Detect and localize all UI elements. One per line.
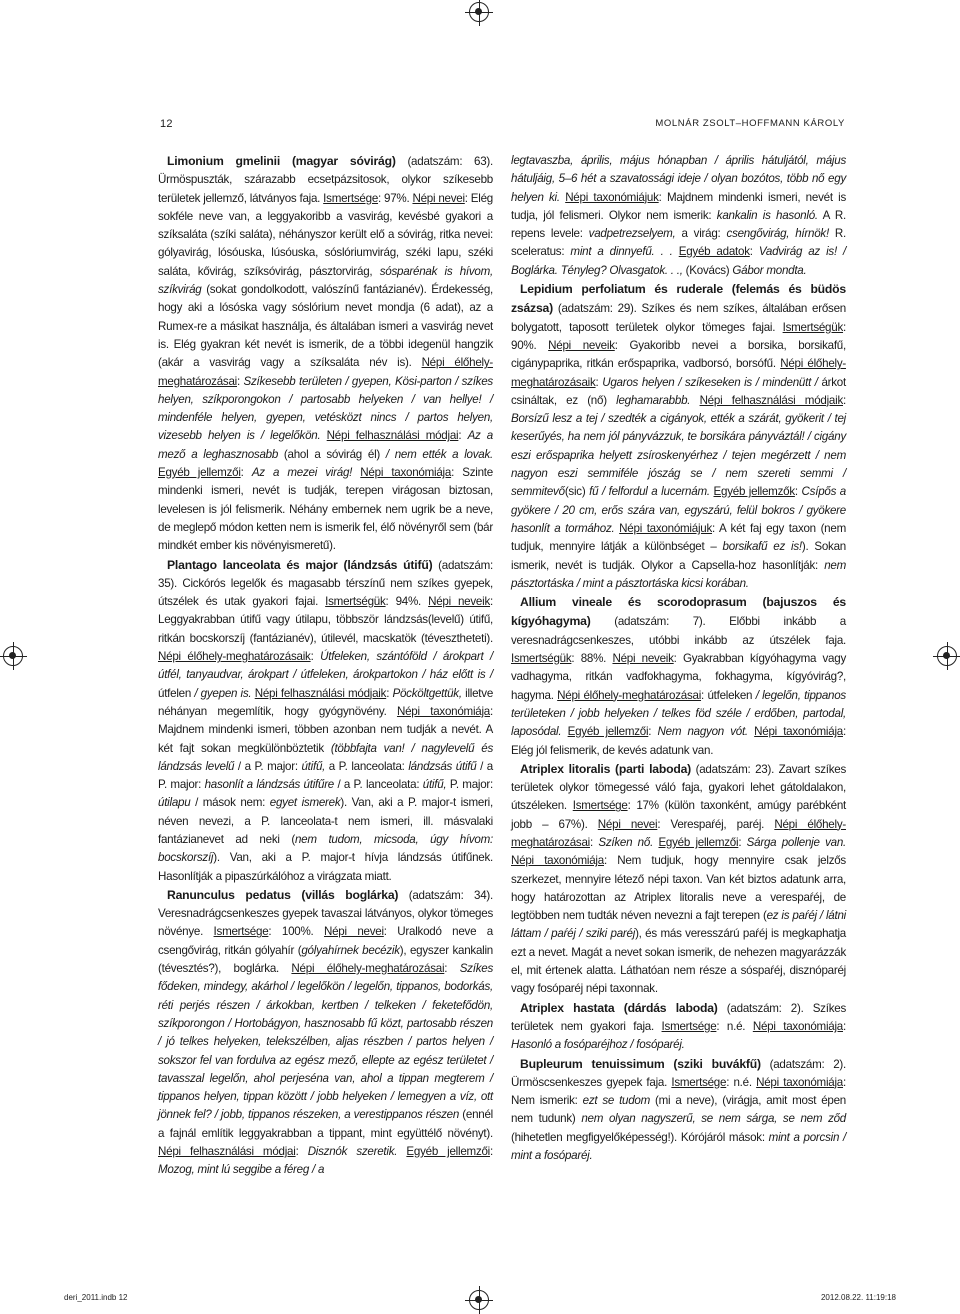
- text: :: [749, 245, 759, 259]
- quote: Az a mező a leghasznosabb: [158, 429, 493, 461]
- species-heading: Bupleurum tenuissimum (sziki buvákfű): [520, 1056, 761, 1071]
- label-ismertseguk: Ismertségük: [511, 652, 572, 666]
- text: :: [843, 1019, 846, 1033]
- text: : Elég sokféle neve van, a leggyakoribb a vasvirág, kevésbé gyakori a szíksaláta (szíki saláta), néhányszor került elő a sóvirág, ritka nevei: gólyavirág, lósóuska, lúsóuska, sóslóriumvirág, széki lapu, széki saláta, kővirág, szíksóvirág, pásztorvirág,: [158, 191, 493, 278]
- text: ), és más veresszárú paŕéj is megkaphatja ezt a nevet. Magát a nevet sokan ismerik, de nehezen magyarázzák el, mit értenek alatta. Láthatóan nem része a sóspaŕéj, disznóparéj vagy fosóparéj népi taxonnak.: [511, 927, 847, 996]
- label-taxonomia: Népi taxonómiájuk: [565, 190, 659, 204]
- quote: / legelőn, tippanos területeken / jobb helyeken / telkes föd széle / erdőben, partodal, laposódal.: [511, 688, 846, 739]
- text: : n.é.: [726, 1075, 757, 1089]
- text: :: [648, 725, 658, 739]
- text: (adatszám: 23). Zavart szíkes területek olykor tömegessé váló faja, gyakori lehet gátoldalakon, útszéleken.: [511, 762, 846, 813]
- label-felhasznalas: Népi felhasználási módjaik: [254, 686, 387, 700]
- text: árkot csináltak, ez (nő): [511, 375, 846, 407]
- text: : Elég jól felismerik, de kevés adatunk van.: [511, 725, 846, 757]
- left-column: [158, 152, 493, 1180]
- text: ). Sokan ismerik, nevét is tudják. Olykor a Capsella-hoz hasonlítják:: [511, 540, 847, 572]
- label-elohely: Népi élőhely-meghatározásaik: [158, 650, 311, 664]
- label-taxonomia: Népi taxonómiája: [754, 725, 843, 739]
- text: :: [738, 835, 747, 849]
- text: ). Van, aki a P. major-t hívja lándzsás útifűnek. Hasonlítják a pipaszúrkálóhoz a virágzata miatt.: [158, 851, 493, 883]
- text: : 97%.: [378, 191, 413, 205]
- species-heading: Atriplex litoralis (parti laboda): [520, 761, 692, 776]
- quote: nem tudom, micsoda, úgy hívom: bocskorszíj: [158, 832, 493, 865]
- text: : 90%.: [511, 320, 846, 352]
- print-slug: [64, 1293, 896, 1307]
- quote: Csípős a gyökere / 20 cm, erős szára van, egyszárú, felül bokros / gyökere hasonlít a tormához.: [511, 485, 847, 535]
- entry-ranunculus-continued: [511, 152, 846, 280]
- text: (adatszám: 63). Ürmöspuszták, szárazabb ecsetpázsitosok, olykor szíkesebb területek jellemző, látványos faja.: [158, 155, 493, 205]
- label-ismertsege: Ismertsége: [213, 925, 269, 939]
- species-heading: Ranunculus pedatus (villás boglárka): [167, 887, 399, 902]
- entry-limonium: [158, 152, 493, 556]
- quote: Vadvirág az is! / Boglárka. Tényleg? Olvasgatok. . .,: [511, 245, 846, 277]
- text: : Leggyakrabban útifű vagy útilapu, többször lándzsás(levelű) útifű, ritkán bocskorszíj (fantázianév), útilevél, macskatök (tévesztheteti).: [158, 595, 493, 645]
- text: : Majdnem mindenki ismeri, nevét is tudja, jól felismeri. Olykor nem ismerik:: [511, 190, 846, 222]
- label-taxonomia: Népi taxonómiája: [396, 704, 490, 718]
- text: : Gyakrabban kígyóhagyma vagy vadhagyma, ritkán vadfokhagyma, fokhagyma, kígyóvirág?, hagyma.: [511, 652, 846, 702]
- label-nepi-nevei: Népi nevei: [597, 817, 658, 831]
- text: / mások nem:: [190, 796, 270, 810]
- right-column: [511, 152, 846, 1165]
- label-taxonomia: Népi taxonómiájuk: [619, 521, 713, 535]
- text: :: [386, 686, 393, 700]
- text: : Szinte mindenki ismeri, nevét is tudják, terepen virágosan biztosan, levelesen is jól felismerik. Néhány embernek nem ugrik be a neve, de meglepő módon ketten nem is ismerik fel, élő növényről sem (bár mindkét ember kis növényismeretű).: [158, 466, 493, 553]
- running-header: [160, 118, 845, 134]
- text: ). Van, aki a P. major-t ismeri, néven nevezi, a P. lanceolata-t nem ismeri, ill. másvalaki fantázianevet ad neki (: [158, 796, 493, 846]
- text: (adatszám: 29). Szíkes és nem szíkes, általában erősen bolygatott, taposott területek olykor tömeges fajai.: [511, 302, 846, 334]
- quote: borsikafű ez is!: [722, 540, 802, 554]
- text: : Gyakoribb nevei a borsika, borsikafű, cigánypaprika, ritkán erőspaprika, vadborsó, borsófű.: [511, 338, 846, 371]
- quote: nem pásztortáska / mint a pásztortáska kicsi korában.: [511, 558, 846, 590]
- text: :: [595, 375, 603, 389]
- text: (Kovács): [682, 263, 733, 277]
- registration-mark-top: [469, 2, 489, 22]
- label-ismertsege: Ismertsége: [572, 799, 628, 813]
- text: R. sceleratus:: [511, 227, 846, 259]
- text: P. major:: [446, 778, 493, 792]
- text: útfelen: [158, 686, 195, 700]
- text: : Verespaŕéj, paréj.: [657, 817, 775, 831]
- quote: leghamarabbb.: [616, 393, 691, 407]
- quote: sósparénak is hívom, szíkvirág: [158, 264, 494, 297]
- label-felhasznalas: Népi felhasználási módjai: [326, 429, 459, 443]
- quote: fű / felfordul a lucernám.: [589, 485, 710, 499]
- quote: mint a porcsin / mint a fosóparéj.: [511, 1130, 846, 1163]
- label-egyeb: Egyéb jellemzők: [713, 485, 795, 499]
- entry-lepidium: [511, 280, 846, 593]
- text: :: [444, 962, 460, 976]
- text: a virág:: [675, 227, 727, 241]
- label-elohely: Népi élőhely-meghatározásai: [557, 688, 702, 702]
- entry-atriplex-litoralis: [511, 760, 846, 999]
- text: :: [590, 835, 599, 849]
- label-elohely: Népi élőhely-meghatározásai: [511, 817, 846, 849]
- label-ismertsege: Ismertsége: [671, 1075, 727, 1089]
- species-heading: Allium vineale és scorodoprasum (bajuszos és kígyóhagyma): [511, 595, 846, 629]
- quote: Nem nagyon vót.: [657, 725, 748, 739]
- text: :: [490, 1145, 493, 1159]
- entry-bupleurum: [511, 1055, 846, 1166]
- label-taxonomia: Népi taxonómiája: [752, 1019, 843, 1033]
- text: ), egyszer kankalin (tévesztés?), boglárka.: [158, 943, 493, 976]
- quote: útifű,: [422, 778, 447, 792]
- entry-plantago: [158, 556, 493, 886]
- label-ismertsege: Ismertsége: [323, 191, 379, 205]
- entry-atriplex-hastata: [511, 999, 846, 1055]
- quote: vadpetrezselyem,: [588, 227, 676, 241]
- quote: Hasonló a fosóparéjhoz / fosóparéj.: [511, 1038, 685, 1052]
- text: : n.é.: [716, 1019, 753, 1033]
- text: a P. lanceolata:: [325, 759, 409, 773]
- label-felhasznalas: Népi felhasználási módjai: [158, 1145, 296, 1159]
- quote: Borsízű lesz a tej / szedték a cigányok, ették a szárát, gyökerit / tej keserűyés, ha nem jól pányvázzuk, te borsikára pányváztál! / cigány eszi erőspaprika helyett zsíroskenyérhez / tejen megérzett / nem nagyon eszi semmiféle jószág se / nem szereti semmi / semmitevő: [511, 412, 846, 499]
- quote: Mozog, mint lú seggibe a féreg / a: [158, 1163, 325, 1177]
- label-nepi-nevei: Népi nevei: [412, 191, 465, 205]
- label-nepi-nevei: Népi nevei: [323, 925, 384, 939]
- label-egyeb: Egyéb jellemzői: [406, 1145, 491, 1159]
- text: (mi a neve), (virágja, amit most épen nem tudunk): [511, 1094, 846, 1126]
- label-egyeb: Egyéb jellemzői: [158, 466, 241, 480]
- text: (adatszám: 2). Ürmöscsenkeszes gyepek faja.: [511, 1057, 846, 1089]
- text: (adatszám: 7). Előbbi inkább a veresnadrágcsenkeszes, utóbbi inkább az útszélek faja.: [511, 615, 846, 647]
- text: : útfeleken: [701, 688, 756, 702]
- text: : 88%.: [571, 652, 613, 666]
- text: (hihetetlen megfigyelőképesség!). Kórójáról mások:: [511, 1130, 769, 1144]
- entry-ranunculus: [158, 886, 493, 1180]
- text: :: [295, 1145, 308, 1159]
- text: :: [310, 650, 321, 664]
- registration-mark-right: [937, 646, 957, 666]
- quote: Szíken nő.: [598, 835, 654, 849]
- text: : Nem ismerik:: [511, 1075, 846, 1108]
- quote: Gábor mondta.: [732, 263, 807, 277]
- label-elohely: Népi élőhely-meghatározásai: [158, 356, 493, 388]
- text: :: [237, 374, 244, 388]
- label-taxonomia: Népi taxonómiája: [756, 1075, 844, 1089]
- entry-allium: [511, 593, 846, 760]
- quote: Ugaros helyen / szíkeseken is / mindenütt /: [602, 375, 818, 389]
- text: (ahol a sóvirág él): [278, 447, 386, 461]
- species-heading: Limonium gmelinii (magyar sóvirág): [167, 154, 396, 168]
- quote: ezt se tudom: [582, 1094, 651, 1108]
- text: : Nem tudjuk, hogy mennyire csak jelzős szerkezet, mennyire létező népi taxon. Van két biztos adatunk arra, hogy határozottan az Atriplex litoralis neve a verespaŕéj, de legtöbben nem tudták néven nevezni a fajt terepen (: [511, 854, 846, 923]
- quote: lándzsás útifű: [408, 759, 477, 773]
- quote: útilapu: [158, 796, 191, 810]
- label-ismertsege: Ismertsége: [661, 1019, 717, 1033]
- quote: Sárga pollenje van.: [746, 835, 846, 849]
- label-nepi-neveik: Népi neveik: [548, 338, 615, 352]
- text: (sokat gondolkodott, valószínű fantázianév). Érdekesség, hogy aki a lósóska vagy sóslórium nevet mondja (6 adat), az a Rumex-re a másikat használja, és általában ismeri a vasvirág nevet is. Elég gyakran két nevét is ismerik, de a többi idegenül hangzik (akár a vasvirág vagy a szíksaláta név is).: [158, 283, 493, 370]
- quote: / nem ették a lovak.: [385, 447, 494, 461]
- quote: útifű,: [301, 759, 326, 773]
- quote: ez is paŕéj / látni láttam / paŕéj / sziki paréj: [511, 909, 846, 941]
- text: : Majdnem mindenki ismeri, többen azonban nem tudják a nevét. A két fajt sokan megkülönböztetik: [158, 704, 493, 755]
- text: : 100%.: [268, 925, 324, 939]
- registration-mark-left: [3, 646, 23, 666]
- species-heading: Atriplex hastata (dárdás laboda): [520, 1000, 718, 1015]
- label-ismertseguk: Ismertségük: [325, 595, 386, 609]
- text: :: [240, 466, 252, 480]
- quote: Disznók szeretik.: [307, 1145, 398, 1159]
- quote: Útfeleken, szántóföld / árokpart / útfél, tanyaudvar, árokpart / útfeleken, árokpartokon / ház előtt is /: [158, 650, 493, 682]
- quote: / gyepen is.: [194, 686, 252, 700]
- text: : 94%.: [385, 595, 429, 609]
- label-nepi-neveik: Népi neveik: [612, 652, 674, 666]
- text: illetve néhányan megemlítik, hogy gyógynövény.: [158, 686, 494, 718]
- quote: Szíkes fődeken, mindegy, akárhol / legelőkön / legelőn, tippanos, bodorkás, réti perjés részen / árkokban, kertben / telkeken / feketefődön, szíkporongon / Hortobágyon, hasznosabb fű közt, partosabb részen / jó telkes helyeken, telekszélben, aljas részben / partos helyen / sokszor fel van fordulva az egész mező, ellepte az egész területet / tavasszal legelőn, ahol perjeséna van, ahol a tippan megterem / tippanos helyen, tippan között / jobb helyeken / lemegyen a víz, ott jönnek fel? / jobb, tippanos részeken, a verestippanos részen: [158, 962, 493, 1122]
- label-taxonomia: Népi taxonómiája: [511, 854, 604, 868]
- quote: Szíkesebb területen / gyepen, Kösi-parton / szíkes helyen, szíkporongokon / partosabb helyeken / van hellye! / mindenféle helyen, gyepen, vetésközt nincs / partos helyen, vizesebb helyen is / legelőkön.: [158, 374, 493, 443]
- text: : 17% (külön taxonként, amúgy parébként jobb – 67%).: [511, 799, 846, 831]
- quote: mint a dinnyefű. . .: [570, 245, 673, 259]
- label-nepi-neveik: Népi neveik: [428, 595, 491, 609]
- quote: (többfajta van! / nagylevelű és lándzsás levelű: [158, 741, 493, 773]
- quote: nem olyan nagyszerű, se nem sárga, se nem ződ: [581, 1112, 847, 1126]
- text: :: [794, 485, 802, 499]
- print-slug-date: 2012.08.22. 11:19:18: [820, 1293, 896, 1302]
- page-number: 12: [160, 118, 173, 130]
- quote: Az a mezei virág!: [251, 466, 353, 480]
- text: / a P. lanceolata:: [334, 778, 423, 792]
- quote: egyet ismerek: [269, 796, 341, 810]
- label-egyeb-adatok: Egyéb adatok: [678, 245, 750, 259]
- quote: legtavaszba, április, május hónapban / április hátuljától, május hátuljáig, 5–6 hét a szavatossági ideje / olyan bozótos, több nő egy helyen ki.: [511, 154, 846, 204]
- quote: gólyahírnek becézik: [301, 943, 400, 957]
- print-slug-file: deri_2011.indb 12: [64, 1293, 128, 1302]
- label-taxonomia: Népi taxonómiája: [360, 466, 452, 480]
- label-elohely: Népi élőhely-meghatározásai: [291, 962, 445, 976]
- text: (adatszám: 34). Veresnadrágcsenkeszes gyepek tavaszai látványos, olykor tömeges növénye.: [158, 888, 493, 939]
- quote: Pöcköltgettük,: [392, 686, 462, 700]
- text: [690, 394, 699, 407]
- text: / a P. major:: [158, 759, 493, 792]
- text: : A két faj egy taxon (nem tudjuk, mennyire látják a különbséget –: [511, 521, 846, 554]
- text: (adatszám: 35). Cickórós legelők és magasabb térszínű nem szíkes gyepek, útszélek és utak gyakori fajai.: [158, 558, 493, 609]
- text: :: [458, 429, 468, 443]
- text: (ennél a fajnál említik leggyakrabban a tippant, mint együttélő növényt).: [158, 1108, 494, 1140]
- label-elohely: Népi élőhely-meghatározásaik: [511, 357, 846, 389]
- running-header-authors: MOLNÁR ZSOLT–HOFFMANN KÁROLY: [655, 118, 845, 129]
- quote: kankalin is hasonló.: [716, 208, 818, 222]
- label-felhasznalas: Népi felhasználási módjaik: [699, 393, 844, 407]
- label-egyeb: Egyéb jellemzői: [567, 725, 649, 739]
- text: :: [843, 393, 846, 407]
- text: (sic): [564, 485, 590, 499]
- text: : Uralkodó neve a csengővirág, ritkán gólyahír (: [158, 925, 493, 957]
- quote: hasonlít a lándzsás útifűre: [204, 778, 335, 792]
- text: / a P. major:: [234, 759, 302, 773]
- label-ismertseguk: Ismertségük: [782, 320, 844, 334]
- quote: csengővirág, hírnök!: [726, 227, 829, 241]
- text: A R. repens levele:: [511, 208, 846, 241]
- species-heading: Plantago lanceolata és major (lándzsás útifű): [167, 557, 433, 572]
- label-egyeb: Egyéb jellemzői: [658, 835, 739, 849]
- species-heading: Lepidium perfoliatum és ruderale (felemás és büdös zsázsa): [511, 282, 846, 316]
- text: (adatszám: 2). Szíkes területek nem gyakori faja.: [511, 1001, 846, 1033]
